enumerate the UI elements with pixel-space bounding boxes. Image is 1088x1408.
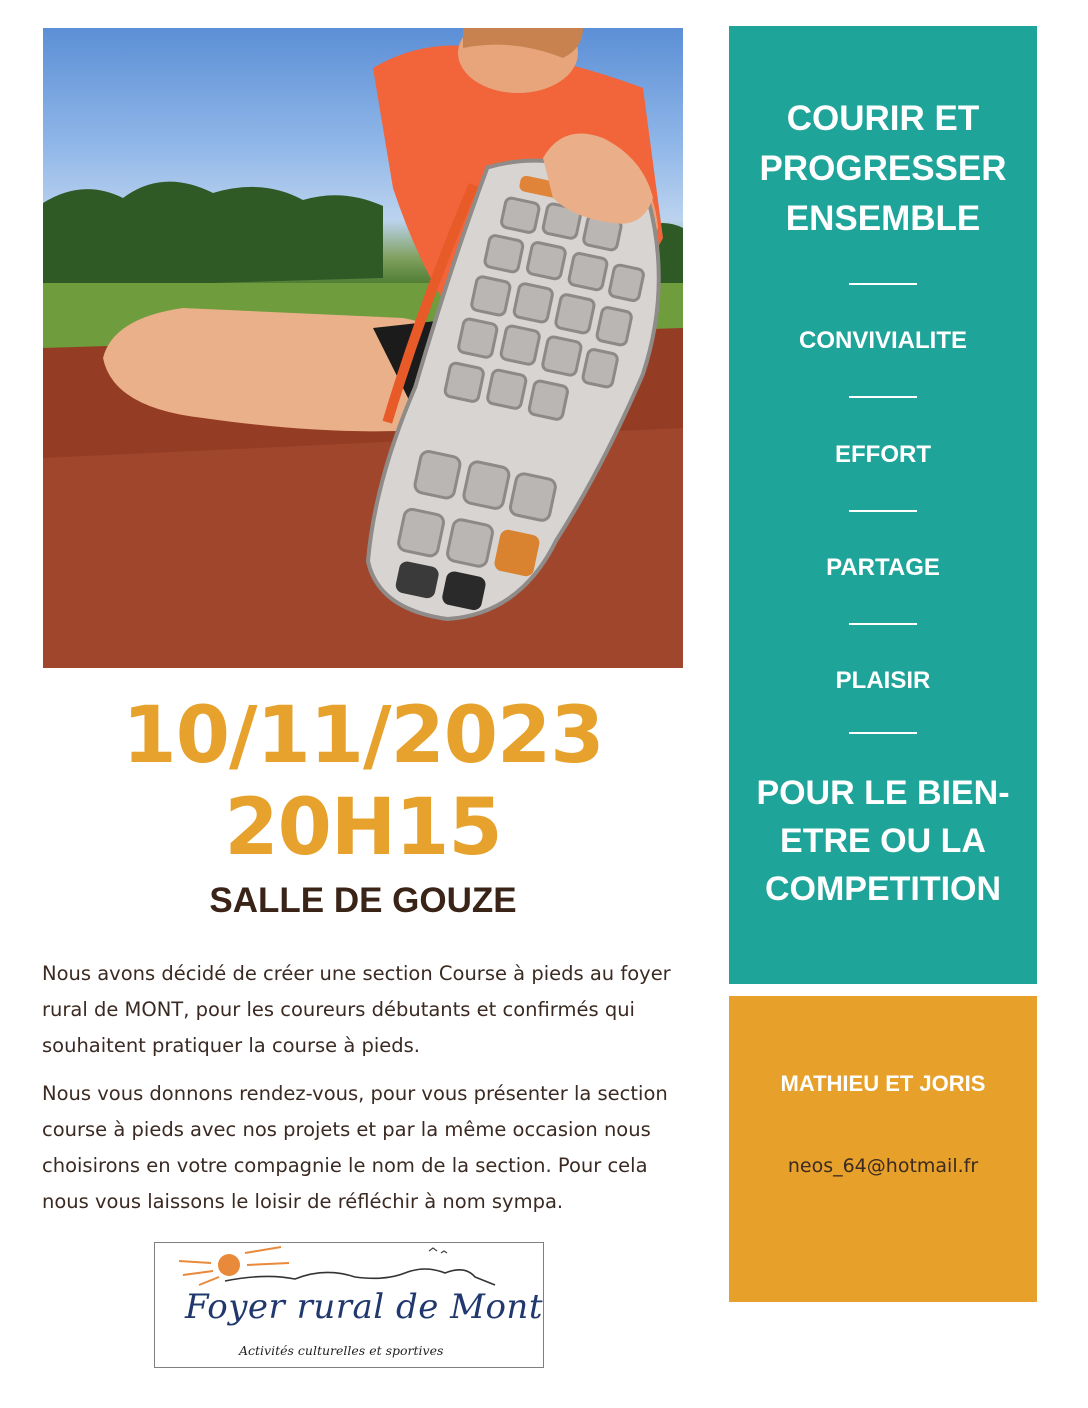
panel-footer-line: POUR LE BIEN- (756, 774, 1010, 812)
values-panel (729, 26, 1037, 984)
value-effort: EFFORT (835, 441, 931, 468)
logo-title: Foyer rural de Mont (185, 1287, 543, 1327)
contact-email-link[interactable]: neos_64@hotmail.fr (787, 1155, 979, 1177)
foyer-rural-logo (154, 1242, 544, 1368)
hero-photo (43, 28, 683, 668)
divider (849, 283, 917, 285)
divider (849, 510, 917, 512)
divider (849, 623, 917, 625)
panel-footer-line: ETRE OU LA (780, 822, 986, 860)
divider (849, 396, 917, 398)
description-paragraph: Nous avons décidé de créer une section Course à pieds au foyer rural de MONT, pour les coureurs débutants et confirmés qui souhaitent pratiquer la course à pieds. (42, 962, 671, 1057)
event-venue: SALLE DE GOUZE (209, 881, 517, 920)
description (42, 956, 697, 1232)
logo-subtitle: Activités culturelles et sportives (239, 1343, 444, 1358)
value-plaisir: PLAISIR (835, 667, 931, 694)
runner-shoe-illustration (43, 28, 683, 668)
divider (849, 732, 917, 734)
event-time: 20H15 (224, 783, 502, 873)
event-info (43, 690, 683, 922)
contact-panel (729, 996, 1037, 1302)
panel-heading-line: PROGRESSER (759, 149, 1007, 188)
panel-heading-line: ENSEMBLE (785, 199, 981, 238)
panel-heading-line: COURIR ET (786, 99, 980, 138)
description-paragraph: Nous vous donnons rendez-vous, pour vous présenter la section course à pieds avec nos projets et par la même occasion nous choisirons en votre compagnie le nom de la section. Pour cela nous vous laissons le loisir de réfléchir à nom sympa. (42, 1082, 668, 1213)
value-partage: PARTAGE (826, 554, 940, 581)
event-date: 10/11/2023 (122, 691, 604, 781)
panel-footer-line: COMPETITION (764, 870, 1002, 908)
contact-names: MATHIEU ET JORIS (780, 1071, 986, 1096)
value-convivialite: CONVIVIALITE (798, 327, 967, 354)
